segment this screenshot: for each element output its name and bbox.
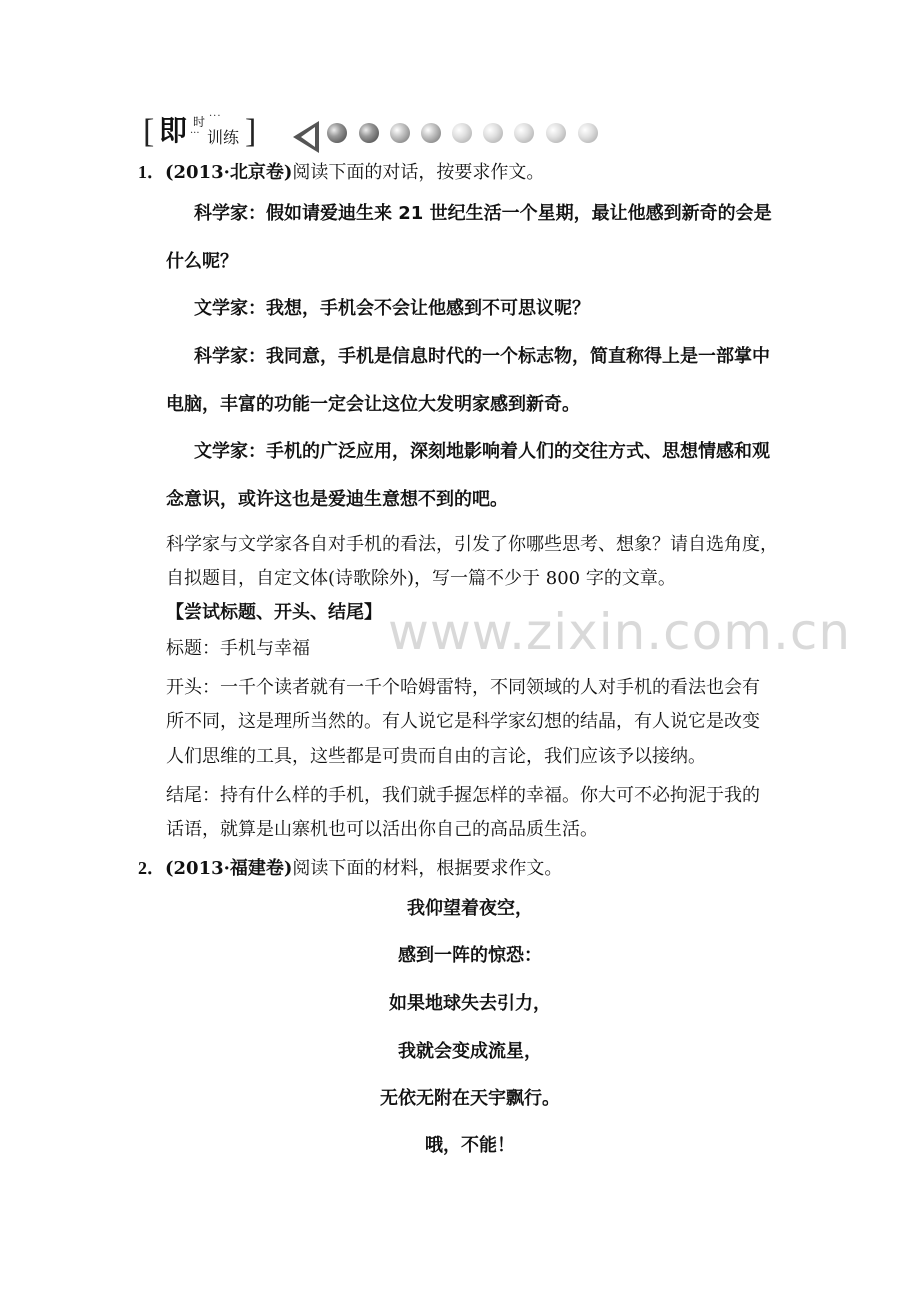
dialogue-line: 电脑，丰富的功能一定会让这位大发明家感到新奇。 xyxy=(166,394,580,415)
dialogue-line: 文学家：我想，手机会不会让他感到不可思议呢？ xyxy=(194,298,590,319)
section-header-jishi-xunlian xyxy=(143,112,613,152)
title-line: 标题：手机与幸福 xyxy=(166,638,310,659)
header-char-ji: 即 xyxy=(159,114,188,147)
header-char-lian: 训练 xyxy=(207,128,240,147)
poem-line: 哦，不能！ xyxy=(425,1135,515,1156)
close-bracket: ] xyxy=(245,113,257,150)
requirement-line: 科学家与文学家各自对手机的看法，引发了你哪些思考、想象？请自选角度， xyxy=(166,534,778,555)
question-2-heading xyxy=(138,856,562,881)
progress-dot-icon xyxy=(578,123,598,143)
poem-line: 感到一阵的惊恐： xyxy=(398,945,542,966)
poem-line: 如果地球失去引力， xyxy=(389,993,551,1014)
dialogue-line: 念意识，或许这也是爱迪生意想不到的吧。 xyxy=(166,489,508,510)
requirement-line: 自拟题目，自定文体(诗歌除外)，写一篇不少于 800 字的文章。 xyxy=(166,568,676,589)
ending-line: 话语，就算是山寨机也可以活出你自己的高品质生活。 xyxy=(166,819,598,840)
ending-line: 结尾：持有什么样的手机，我们就手握怎样的幸福。你大可不必拘泥于我的 xyxy=(166,785,760,806)
progress-dot-icon xyxy=(390,123,410,143)
progress-dot-icon xyxy=(359,123,379,143)
header-char-shi: 时 xyxy=(193,115,206,129)
progress-dot-icon xyxy=(452,123,472,143)
poem-line: 无依无附在天宇飘行。 xyxy=(380,1088,560,1109)
dialogue-line: 什么呢？ xyxy=(166,251,238,272)
opening-line: 开头：一千个读者就有一千个哈姆雷特，不同领域的人对手机的看法也会有 xyxy=(166,677,760,698)
try-heading: 【尝试标题、开头、结尾】 xyxy=(166,602,382,623)
question-1-number: 1． xyxy=(138,162,165,182)
progress-dot-icon xyxy=(514,123,534,143)
poem-line: 我就会变成流星， xyxy=(398,1041,542,1062)
question-2-number: 2． xyxy=(138,858,165,878)
progress-dot-icon xyxy=(421,123,441,143)
back-arrow-inner-icon xyxy=(301,127,315,147)
progress-dot-icon xyxy=(327,123,347,143)
progress-dot-icon xyxy=(483,123,503,143)
question-2-source: (2013·福建卷) xyxy=(165,858,293,879)
header-dots-top: ··· xyxy=(209,111,222,122)
dialogue-line: 科学家：假如请爱迪生来 21 世纪生活一个星期，最让他感到新奇的会是 xyxy=(194,203,772,224)
watermark: www.zixin.com.cn xyxy=(388,603,852,661)
question-1-heading xyxy=(138,160,544,185)
question-2-intro: 阅读下面的材料，根据要求作文。 xyxy=(292,858,563,879)
question-1-intro: 阅读下面的对话，按要求作文。 xyxy=(292,162,545,183)
poem-line: 我仰望着夜空， xyxy=(407,898,533,919)
header-dots-mid: ··· xyxy=(190,128,200,139)
open-bracket: [ xyxy=(143,113,155,150)
opening-line: 所不同，这是理所当然的。有人说它是科学家幻想的结晶，有人说它是改变 xyxy=(166,711,760,732)
opening-line: 人们思维的工具，这些都是可贵而自由的言论，我们应该予以接纳。 xyxy=(166,746,706,767)
dialogue-line: 科学家：我同意，手机是信息时代的一个标志物，简直称得上是一部掌中 xyxy=(194,346,770,367)
question-1-source: (2013·北京卷) xyxy=(165,162,293,183)
dialogue-line: 文学家：手机的广泛应用，深刻地影响着人们的交往方式、思想情感和观 xyxy=(194,441,770,462)
progress-dot-icon xyxy=(546,123,566,143)
